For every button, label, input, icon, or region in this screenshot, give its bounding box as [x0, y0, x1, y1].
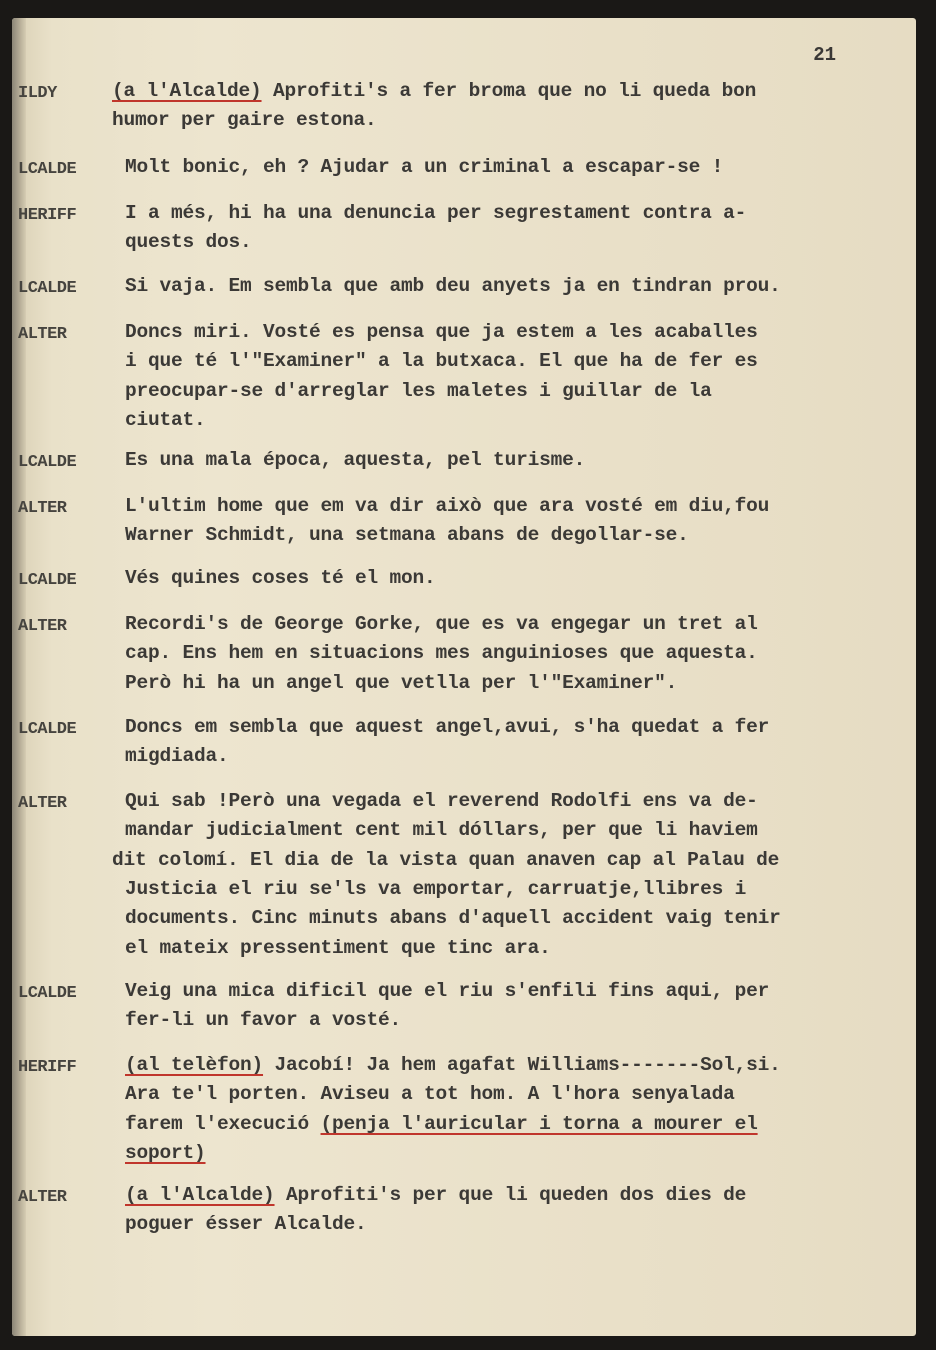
- line-text: Aprofiti's a fer broma que no li queda bon: [261, 80, 757, 102]
- line-text: el mateix pressentiment que tinc ara.: [125, 936, 551, 959]
- dialogue-line: [125, 275, 781, 297]
- speaker-name: ALTER: [18, 499, 67, 518]
- dialogue-line: [125, 495, 769, 517]
- line-text: Vés quines coses té el mon.: [125, 567, 436, 589]
- dialogue-line: [125, 878, 746, 900]
- line-text: documents. Cinc minuts abans d'aquell accident vaig tenir: [125, 907, 781, 930]
- dialogue-line: [112, 109, 377, 131]
- dialogue-line: [125, 231, 252, 253]
- dialogue-line: [125, 1083, 735, 1105]
- dialogue-line: [125, 567, 436, 589]
- line-text: Si vaja. Em sembla que amb deu anyets ja en tindran prou.: [125, 275, 781, 297]
- line-text: cap. Ens hem en situacions mes anguinioses que aquesta.: [125, 642, 758, 665]
- line-text: humor per gaire estona.: [112, 109, 377, 132]
- dialogue-line: [125, 937, 551, 959]
- dialogue-line: [125, 1213, 367, 1235]
- line-text: fer-li un favor a vosté.: [125, 1009, 402, 1032]
- stage-direction-underlined: (a l'Alcalde): [112, 80, 262, 102]
- line-text: quests dos.: [125, 231, 252, 254]
- dialogue-line: [125, 380, 712, 402]
- line-text: Ara te'l porten. Aviseu a tot hom. A l'hora senyalada: [125, 1083, 735, 1106]
- speaker-name: LCALDE: [18, 160, 77, 179]
- dialogue-line: [125, 156, 723, 178]
- line-text: Qui sab !Però una vegada el reverend Rodolfi ens va de-: [125, 790, 758, 812]
- speaker-name: LCALDE: [18, 571, 77, 590]
- speaker-name: LCALDE: [18, 984, 77, 1003]
- stage-direction-underlined: (al telèfon): [125, 1054, 264, 1076]
- dialogue-line: [125, 716, 769, 738]
- stage-direction-underlined: (penja l'auricular i torna a mourer el: [320, 1112, 758, 1135]
- line-text: Warner Schmidt, una setmana abans de degollar-se.: [125, 524, 689, 547]
- dialogue-line: [125, 907, 781, 929]
- speaker-name: LCALDE: [18, 279, 77, 298]
- speaker-name: HERIFF: [18, 206, 77, 225]
- speaker-name: ALTER: [18, 794, 67, 813]
- dialogue-line: [125, 409, 206, 431]
- dialogue-line: [125, 524, 689, 546]
- speaker-name: ALTER: [18, 617, 67, 636]
- dialogue-line: [125, 745, 229, 767]
- line-text: dit colomí. El dia de la vista quan anaven cap al Palau de: [112, 848, 780, 871]
- speaker-name: ALTER: [18, 1188, 67, 1207]
- line-text: mandar judicialment cent mil dóllars, per que li haviem: [125, 819, 758, 842]
- page-number: 21: [813, 44, 836, 66]
- line-text: Aprofiti's per que li queden dos dies de: [274, 1184, 747, 1206]
- line-text: I a més, hi ha una denuncia per segrestament contra a-: [125, 202, 747, 224]
- dialogue-line: [125, 1009, 401, 1031]
- dialogue-line: [112, 849, 779, 871]
- line-text: L'ultim home que em va dir això que ara vosté em diu,fou: [125, 495, 770, 517]
- dialogue-line: [125, 1142, 206, 1164]
- line-text: migdiada.: [125, 745, 229, 768]
- line-text: Justicia el riu se'ls va emportar, carruatje,llibres i: [125, 877, 747, 900]
- stage-direction-underlined: (a l'Alcalde): [125, 1184, 275, 1206]
- line-text: Recordi's de George Gorke, que es va engegar un tret al: [125, 613, 758, 635]
- line-text: ciutat.: [125, 408, 206, 431]
- stage-direction-underlined: soport): [125, 1141, 206, 1164]
- dialogue-line: [125, 790, 758, 812]
- dialogue-line: [125, 1054, 781, 1076]
- dialogue-line: [112, 80, 756, 102]
- line-text: Molt bonic, eh ? Ajudar a un criminal a escapar-se !: [125, 156, 724, 178]
- line-text: Es una mala época, aquesta, pel turisme.: [125, 449, 586, 471]
- dialogue-line: [125, 202, 746, 224]
- speaker-name: LCALDE: [18, 453, 77, 472]
- line-text: Veig una mica dificil que el riu s'enfili fins aqui, per: [125, 980, 770, 1002]
- dialogue-line: [125, 321, 758, 343]
- line-text: i que té l'"Examiner" a la butxaca. El que ha de fer es: [125, 350, 758, 373]
- speaker-name: ALTER: [18, 325, 67, 344]
- speaker-name: ILDY: [18, 84, 57, 103]
- speaker-name: LCALDE: [18, 720, 77, 739]
- line-text: Doncs miri. Vosté es pensa que ja estem a les acaballes: [125, 321, 758, 343]
- dialogue-line: [125, 1184, 746, 1206]
- dialogue-line: [125, 449, 585, 471]
- dialogue-line: [125, 1113, 758, 1135]
- speaker-name: HERIFF: [18, 1058, 77, 1077]
- line-text: poguer ésser Alcalde.: [125, 1213, 367, 1236]
- dialogue-line: [125, 980, 769, 1002]
- line-text: farem l'execució: [125, 1112, 321, 1135]
- dialogue-line: [125, 350, 758, 372]
- dialogue-line: [125, 672, 677, 694]
- dialogue-line: [125, 642, 758, 664]
- typescript-page: [12, 18, 916, 1336]
- dialogue-line: [125, 613, 758, 635]
- dialogue-line: [125, 819, 758, 841]
- line-text: Jacobí! Ja hem agafat Williams-------Sol,si.: [263, 1054, 781, 1076]
- line-text: Doncs em sembla que aquest angel,avui, s'ha quedat a fer: [125, 716, 770, 738]
- line-text: Però hi ha un angel que vetlla per l'"Examiner".: [125, 671, 678, 694]
- line-text: preocupar-se d'arreglar les maletes i guillar de la: [125, 379, 712, 402]
